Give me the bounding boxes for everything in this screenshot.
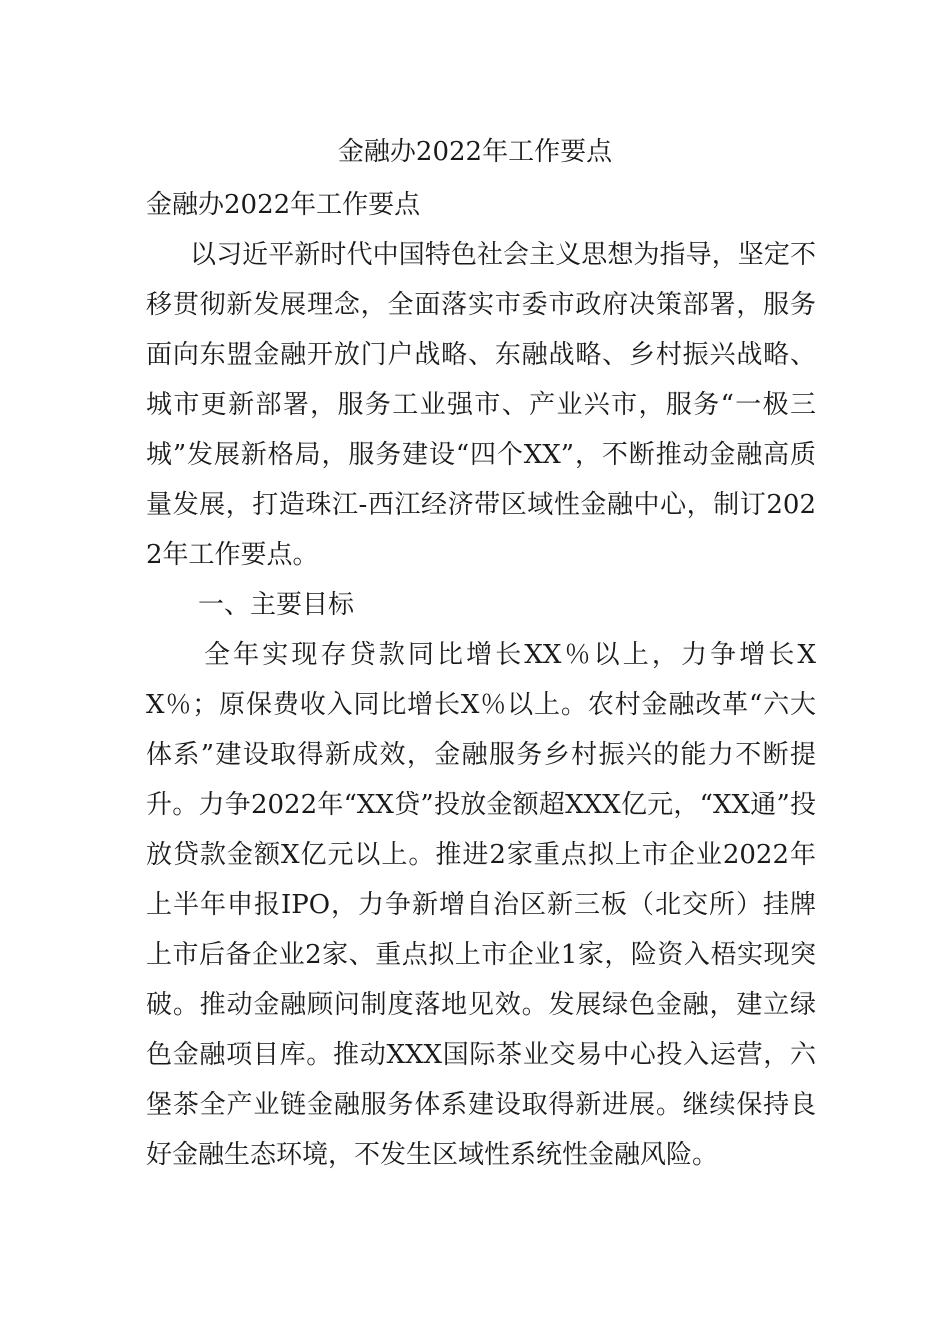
main-goals-paragraph: 全年实现存贷款同比增长XX％以上，力争增长XX％；原保费收入同比增长X％以上。农村金融改革“六大体系”建设取得新成效，金融服务乡村振兴的能力不断提升。力争2022年“XX贷”投放金额超XXX亿元，“XX通”投放贷款金额X亿元以上。推进2家重点拟上市企业2022年上半年申报IPO，力争新增自治区新三板（北交所）挂牌上市后备企业2家、重点拟上市企业1家，险资入梧实现突破。推动金融顾问制度落地见效。发展绿色金融，建立绿色金融项目库。推动XXX国际茶业交易中心投入运营，六堡茶全产业链金融服务体系建设取得新进展。继续保持良好金融生态环境，不发生区域性系统性金融风险。 bbox=[146, 640, 816, 1170]
document-body bbox=[146, 180, 816, 1180]
document-title: 金融办2022年工作要点 bbox=[337, 137, 613, 167]
intro-paragraph: 以习近平新时代中国特色社会主义思想为指导，坚定不移贯彻新发展理念，全面落实市委市政府决策部署，服务面向东盟金融开放门户战略、东融战略、乡村振兴战略、城市更新部署，服务工业强市、产业兴市，服务“一极三城”发展新格局，服务建设“四个XX”，不断推动金融高质量发展，打造珠江-西江经济带区域性金融中心，制订2022年工作要点。 bbox=[146, 240, 816, 570]
document-subtitle: 金融办2022年工作要点 bbox=[146, 190, 421, 220]
section-heading-main-goals: 一、主要目标 bbox=[198, 590, 355, 620]
